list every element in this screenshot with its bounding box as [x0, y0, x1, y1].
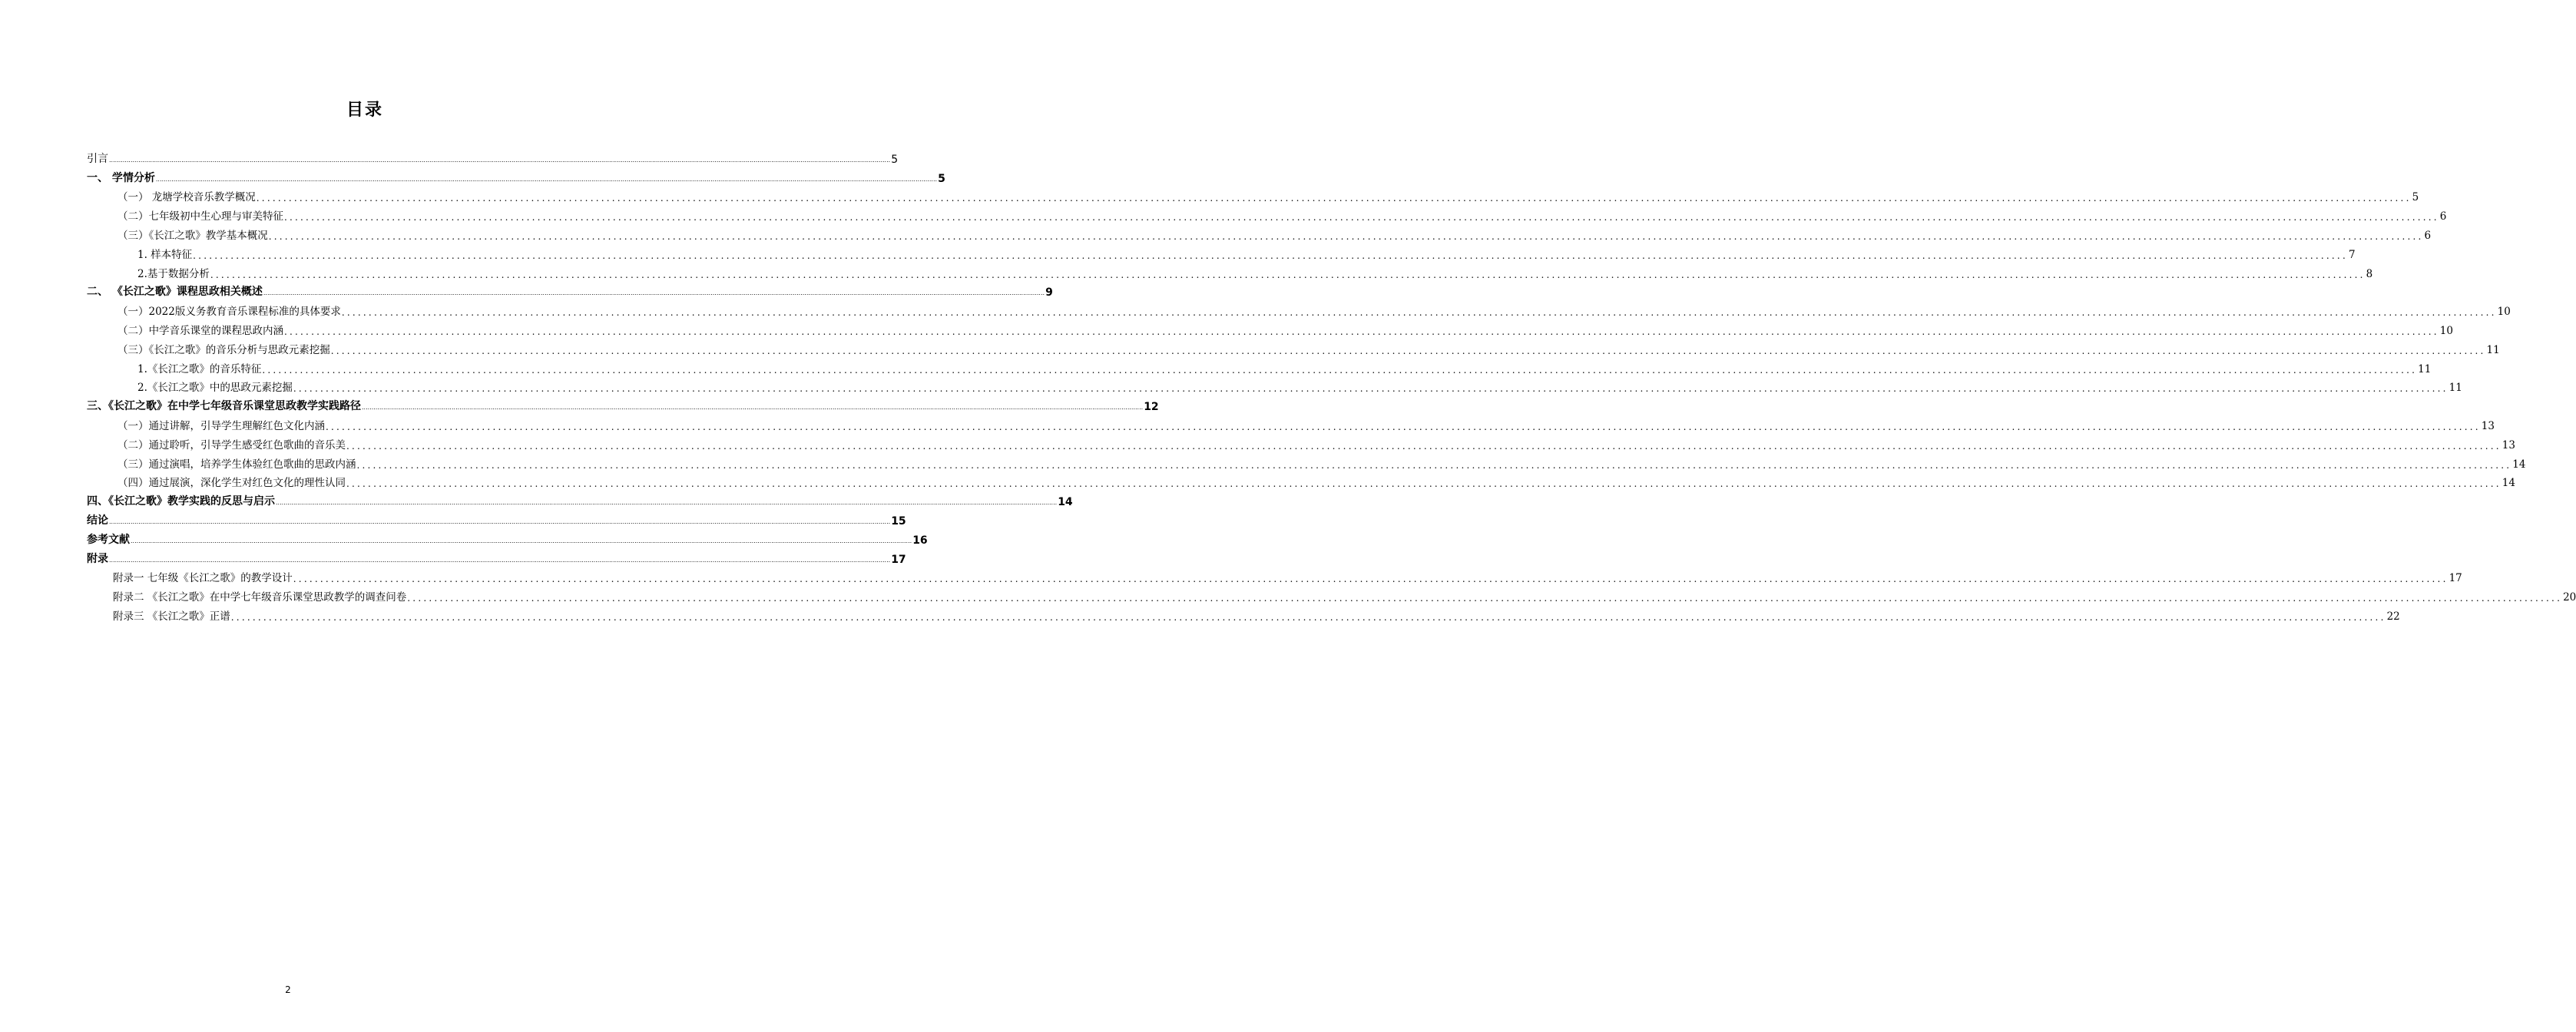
toc-entry[interactable] [87, 547, 906, 566]
dot-leader: ................................................................................................................................................................................................................................................................................................................................................................................................................ [276, 499, 1058, 507]
dot-leader: ................................................................................................................................................................................................................................................................................................................................................................................................................ [293, 574, 2449, 585]
toc-entry-label: 附录 [87, 552, 108, 565]
toc-entry[interactable] [87, 432, 2515, 452]
table-of-contents [87, 147, 2576, 623]
toc-entry-page: 13 [2502, 438, 2515, 452]
dot-leader: ................................................................................................................................................................................................................................................................................................................................................................................................................ [230, 611, 2386, 623]
toc-entry-label: （二）中学音乐课堂的课程思政内涵 [118, 324, 283, 337]
toc-entry-label: 引言 [87, 152, 108, 165]
toc-entry-page: 14 [2502, 477, 2515, 490]
toc-entry-label: 结论 [87, 514, 108, 527]
dot-leader: ................................................................................................................................................................................................................................................................................................................................................................................................................ [131, 537, 912, 544]
toc-entry[interactable] [87, 223, 2432, 242]
toc-entry-label: 一、 学情分析 [87, 171, 155, 184]
toc-entry[interactable] [87, 356, 2432, 375]
dot-leader: ................................................................................................................................................................................................................................................................................................................................................................................................................ [362, 404, 1144, 412]
toc-entry-page: 17 [891, 553, 906, 566]
dot-leader: ................................................................................................................................................................................................................................................................................................................................................................................................................ [293, 383, 2449, 395]
toc-entry[interactable] [87, 185, 2419, 204]
toc-entry-page: 6 [2439, 210, 2447, 223]
toc-entry[interactable] [87, 337, 2500, 356]
toc-entry[interactable] [87, 280, 1053, 299]
toc-entry-label: （二）通过聆听，引导学生感受红色歌曲的音乐美 [118, 438, 346, 452]
toc-entry-page: 11 [2449, 382, 2462, 395]
toc-entry-page: 14 [1058, 496, 1073, 509]
toc-entry[interactable] [87, 299, 2511, 319]
toc-entry-page: 8 [2366, 267, 2373, 280]
dot-leader: ................................................................................................................................................................................................................................................................................................................................................................................................................ [356, 459, 2512, 471]
toc-entry-page: 6 [2424, 229, 2432, 242]
toc-entry-page: 11 [2418, 362, 2432, 375]
toc-entry-label: 附录二 《长江之歌》在中学七年级音乐课堂思政教学的调查问卷 [113, 591, 407, 604]
dot-leader: ................................................................................................................................................................................................................................................................................................................................................................................................................ [193, 250, 2348, 261]
toc-entry-page: 16 [912, 534, 928, 547]
toc-entry[interactable] [87, 394, 1159, 414]
toc-entry-page: 17 [2449, 572, 2462, 585]
toc-entry-page: 7 [2348, 248, 2356, 261]
dot-leader: ................................................................................................................................................................................................................................................................................................................................................................................................................ [210, 269, 2366, 280]
dot-leader: ................................................................................................................................................................................................................................................................................................................................................................................................................ [155, 175, 938, 183]
toc-entry-label: （二）七年级初中生心理与审美特征 [118, 210, 283, 223]
dot-leader: ................................................................................................................................................................................................................................................................................................................................................................................................................ [330, 345, 2486, 356]
toc-entry-page: 10 [2439, 324, 2453, 337]
toc-entry-page: 9 [1045, 286, 1053, 299]
toc-entry-label: 附录一 七年级《长江之歌》的教学设计 [113, 572, 293, 585]
toc-entry-label: （四）通过展演，深化学生对红色文化的理性认同 [118, 477, 346, 490]
toc-entry[interactable] [87, 566, 2462, 585]
toc-entry-label: （三）《长江之歌》的音乐分析与思政元素挖掘 [118, 343, 330, 356]
toc-entry-label: 1. 样本特征 [137, 248, 193, 261]
dot-leader: ................................................................................................................................................................................................................................................................................................................................................................................................................ [346, 478, 2502, 490]
toc-entry-label: （一）通过讲解，引导学生理解红色文化内涵 [118, 419, 325, 432]
toc-entry[interactable] [87, 471, 2515, 490]
toc-entry[interactable] [87, 203, 2447, 223]
toc-entry[interactable] [87, 166, 945, 185]
dot-leader: ................................................................................................................................................................................................................................................................................................................................................................................................................ [263, 289, 1045, 297]
toc-entry-page: 20 [2563, 591, 2576, 604]
toc-entry-page: 5 [938, 172, 945, 185]
toc-entry[interactable] [87, 452, 2526, 471]
dot-leader: ................................................................................................................................................................................................................................................................................................................................................................................................................ [407, 593, 2563, 604]
toc-entry-label: 四、《长江之歌》教学实践的反思与启示 [87, 495, 275, 508]
toc-entry-label: 2.《长江之歌》中的思政元素挖掘 [137, 382, 293, 395]
toc-entry-page: 22 [2386, 610, 2400, 623]
toc-entry[interactable] [87, 413, 2495, 432]
toc-entry-label: （一） 龙塘学校音乐教学概况 [118, 191, 256, 204]
toc-entry-label: 三、《长江之歌》在中学七年级音乐课堂思政教学实践路径 [87, 400, 361, 413]
dot-leader: ................................................................................................................................................................................................................................................................................................................................................................................................................ [284, 326, 2439, 337]
dot-leader: ................................................................................................................................................................................................................................................................................................................................................................................................................ [346, 440, 2502, 452]
toc-entry-page: 15 [891, 514, 906, 528]
toc-entry-page: 12 [1144, 401, 1159, 414]
toc-entry[interactable] [87, 375, 2462, 395]
toc-entry[interactable] [87, 584, 2576, 604]
dot-leader: ................................................................................................................................................................................................................................................................................................................................................................................................................ [109, 518, 891, 525]
toc-entry[interactable] [87, 318, 2453, 337]
dot-leader: ................................................................................................................................................................................................................................................................................................................................................................................................................ [109, 556, 891, 564]
toc-entry-label: （三）通过演唱，培养学生体验红色歌曲的思政内涵 [118, 458, 356, 471]
toc-entry-label: 1.《长江之歌》的音乐特征 [137, 362, 262, 375]
toc-entry-label: 2.基于数据分析 [137, 267, 210, 280]
dot-leader: ................................................................................................................................................................................................................................................................................................................................................................................................................ [341, 307, 2497, 319]
toc-entry-label: （一）2022版义务教育音乐课程标准的具体要求 [118, 306, 341, 319]
toc-entry-page: 10 [2497, 306, 2511, 319]
dot-leader: ................................................................................................................................................................................................................................................................................................................................................................................................................ [256, 193, 2412, 204]
toc-entry-label: 参考文献 [87, 533, 130, 546]
page-number: 2 [285, 984, 291, 995]
toc-entry-page: 5 [891, 153, 899, 166]
toc-entry-label: 二、 《长江之歌》课程思政相关概述 [87, 286, 263, 299]
toc-entry-label: 附录三 《长江之歌》正谱 [113, 610, 230, 623]
toc-entry[interactable] [87, 489, 1073, 509]
dot-leader: ................................................................................................................................................................................................................................................................................................................................................................................................................ [268, 230, 2424, 242]
toc-entry-page: 13 [2481, 419, 2495, 432]
toc-entry-page: 5 [2412, 191, 2419, 204]
dot-leader: ................................................................................................................................................................................................................................................................................................................................................................................................................ [262, 364, 2418, 375]
toc-entry[interactable] [87, 261, 2373, 280]
toc-entry[interactable] [87, 147, 899, 166]
toc-entry-page: 11 [2486, 343, 2500, 356]
toc-entry[interactable] [87, 528, 928, 547]
toc-entry-page: 14 [2512, 458, 2526, 471]
toc-entry[interactable] [87, 508, 906, 528]
toc-entry[interactable] [87, 242, 2356, 261]
page-title: 目录 [346, 101, 383, 120]
dot-leader: ................................................................................................................................................................................................................................................................................................................................................................................................................ [284, 212, 2439, 223]
dot-leader: ................................................................................................................................................................................................................................................................................................................................................................................................................ [109, 156, 891, 164]
dot-leader: ................................................................................................................................................................................................................................................................................................................................................................................................................ [326, 421, 2481, 432]
toc-entry[interactable] [87, 604, 2400, 623]
toc-entry-label: （三）《长江之歌》教学基本概况 [118, 229, 268, 242]
